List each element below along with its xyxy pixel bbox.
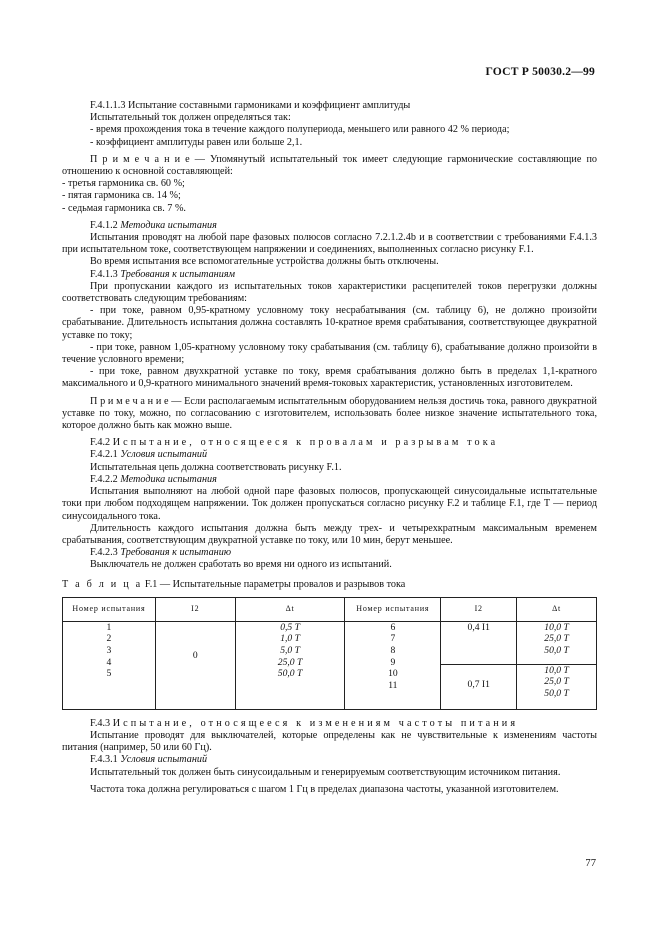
- page-number: 77: [585, 858, 596, 869]
- table-cell: 8: [390, 644, 396, 656]
- page-body: [62, 100, 597, 796]
- section-title: Требования к испытаниям: [120, 268, 236, 280]
- section-f42-heading: [62, 437, 597, 449]
- section-number: F.4.1.2: [90, 219, 121, 231]
- section-number: F.4.2.1: [90, 449, 121, 461]
- table-cell: 5,0 T: [280, 644, 300, 656]
- paragraph: Частота тока должна регулироваться с шагом 1 Гц в пределах диапазона частоты, указанной изготовителем.: [90, 783, 559, 795]
- table-cell: 25,0 T: [544, 676, 569, 688]
- right-i2-cell-b: [441, 664, 517, 709]
- table-cell: 50,0 T: [544, 644, 569, 656]
- paragraph: Испытание проводят для выключателей, которые определены как не чувствительные к изменениям частоты питания (например, 50 или 60 Гц).: [62, 729, 597, 754]
- section-f412-heading: [62, 220, 597, 232]
- note-list-item: - пятая гармоника св. 14 %;: [62, 190, 181, 202]
- section-title: Испытание, относящееся к изменениям частоты питания: [112, 717, 519, 729]
- section-f421-heading: [62, 449, 597, 461]
- table-caption-text: F.1 — Испытательные параметры провалов и разрывов тока: [142, 578, 406, 590]
- paragraph: Испытательная цепь должна соответствовать рисунку F.1.: [90, 461, 342, 473]
- document-code-header: ГОСТ Р 50030.2—99: [485, 65, 595, 78]
- list-item: - при токе, равном двухкратной уставке по току, время срабатывания должно быть в пределах 1,1-кратного максимального и 0,9-кратного минимального значений время-токовых характеристик, установленных изготовителем.: [62, 366, 597, 390]
- list-item: - время прохождения тока в течение каждого полупериода, меньшего или равного 42 % периода;: [90, 124, 510, 136]
- note-list-item: - третья гармоника св. 60 %;: [62, 178, 185, 190]
- section-title: Требования к испытанию: [120, 547, 232, 559]
- section-number: F.4.2.3: [90, 547, 121, 559]
- column-header: Δt: [235, 597, 345, 621]
- section-title: Условия испытаний: [120, 449, 208, 461]
- note-list-item: - седьмая гармоника св. 7 %.: [62, 202, 186, 214]
- left-dt-values: [235, 621, 345, 709]
- table-cell: 1: [106, 621, 112, 633]
- table-caption-label: Т а б л и ц а: [62, 578, 143, 590]
- section-number: F.4.3.1: [90, 754, 121, 766]
- note-1: [62, 154, 597, 178]
- right-test-numbers: [345, 621, 441, 709]
- table-cell: 1,0 T: [280, 633, 300, 645]
- column-header: I2: [155, 597, 235, 621]
- paragraph: Испытания выполняют на любой одной паре фазовых полюсов, пропускающей синусоидальные испытательные токи при любом подходящем напряжении. Ток должен пропускаться согласно рисунку F.2 и таблице F.1, где T — период синусоидального тока.: [62, 486, 597, 522]
- list-item: - при токе, равном 0,95-кратному условному току несрабатывания (см. таблицу 6), не должно произойти срабатывание. Длительность испытания должна составлять 10-кратное время срабатывания, соответствующее двукратной уставке по току;: [62, 305, 597, 341]
- right-i2-cell-a: [441, 621, 517, 664]
- column-header: Δt: [517, 597, 597, 621]
- table-cell: 2: [106, 633, 112, 645]
- table-header-row: [63, 597, 597, 621]
- list-item: - при токе, равном 1,05-кратному условному току срабатывания (см. таблицу 6), срабатывание должно произойти в течение условного времени;: [62, 341, 597, 366]
- note-label: П р и м е ч а н и е: [90, 153, 190, 165]
- table-cell: 10,0 T: [544, 664, 569, 676]
- table-cell: 6: [390, 621, 396, 633]
- paragraph: Выключатель не должен сработать во время ни одного из испытаний.: [90, 559, 392, 571]
- section-f423-heading: [62, 547, 597, 559]
- paragraph: Испытательный ток должен определяться так:: [90, 112, 291, 124]
- paragraph: При пропускании каждого из испытательных токов характеристики расцепителей токов перегрузки должны соответствовать следующим требованиям:: [62, 280, 597, 305]
- table-cell: 25,0 T: [544, 633, 569, 645]
- section-number: F.4.3: [90, 717, 113, 729]
- left-i2-cell: [155, 621, 235, 709]
- right-dt-values-b: [517, 664, 597, 709]
- table-cell: 9: [390, 656, 396, 668]
- section-title: Методика испытания: [120, 219, 217, 231]
- table-cell: 10: [388, 668, 398, 680]
- list-item: - коэффициент амплитуды равен или больше 2,1.: [90, 136, 303, 148]
- section-number: F.4.2.2: [90, 473, 121, 485]
- left-test-numbers: [63, 621, 156, 709]
- table-cell: 11: [388, 679, 398, 691]
- section-title: Испытание, относящееся к провалам и разрывам тока: [112, 437, 499, 449]
- paragraph: Испытательный ток должен быть синусоидальным и генерируемым соответствующим источником питания.: [90, 766, 561, 778]
- note-label: П р и м е ч а н и е: [90, 395, 169, 407]
- column-header: I2: [441, 597, 517, 621]
- section-f43-heading: [62, 718, 597, 730]
- column-header: Номер испытания: [63, 597, 156, 621]
- table-cell: 4: [106, 656, 112, 668]
- table-cell: 0,5 T: [280, 621, 300, 633]
- table-cell: 5: [106, 668, 112, 680]
- section-title: Методика испытания: [120, 473, 217, 485]
- paragraph: Длительность каждого испытания должна быть между трех- и четырехкратным максимальным временем срабатывания, соответствующим двукратной уставке по току, или 10 мин, берут меньшее.: [62, 522, 597, 546]
- table-cell: 0,7 I1: [467, 678, 490, 690]
- table-cell: 0: [192, 649, 198, 661]
- table-cell: 50,0 T: [544, 687, 569, 699]
- note-2: [62, 396, 597, 433]
- section-number: F.4.1.3: [90, 268, 121, 280]
- note-text: — Если располагаемым испытательным оборудованием нельзя достичь тока, равного двукратной уставке по току, можно, по согласованию с изготовителем, использовать более низкое значение испытательного тока, которое должно быть как можно выше.: [62, 395, 597, 432]
- section-title: Условия испытаний: [120, 754, 208, 766]
- paragraph: Во время испытания все вспомогательные устройства должны быть отключены.: [90, 256, 439, 268]
- section-f413-heading: [62, 269, 597, 281]
- table-row: [63, 621, 597, 664]
- table-cell: 0,4 I1: [467, 621, 490, 633]
- table-cell: 3: [106, 644, 112, 656]
- column-header: Номер испытания: [345, 597, 441, 621]
- note-text: — Упомянутый испытательный ток имеет следующие гармонические составляющие по отношению к основной составляющей:: [62, 153, 597, 178]
- table-cell: 7: [390, 633, 396, 645]
- table-caption: [62, 579, 597, 591]
- right-dt-values-a: [517, 621, 597, 664]
- test-parameters-table: [62, 597, 597, 710]
- paragraph: Испытания проводят на любой паре фазовых полюсов согласно 7.2.1.2.4b и в соответствии с требованиями F.4.1.3 при испытательном токе, соответствующем напряжении и соединениях, выполненных согласно рисунку F.1.: [62, 232, 597, 256]
- section-f4113-heading: F.4.1.1.3 Испытание составными гармониками и коэффициент амплитуды: [90, 100, 411, 111]
- section-number: F.4.2: [90, 437, 113, 449]
- section-f422-heading: [62, 474, 597, 486]
- table-cell: 10,0 T: [544, 621, 569, 633]
- table-cell: 25,0 T: [277, 656, 303, 668]
- section-f431-heading: [62, 754, 597, 766]
- table-cell: 50,0 T: [277, 668, 303, 680]
